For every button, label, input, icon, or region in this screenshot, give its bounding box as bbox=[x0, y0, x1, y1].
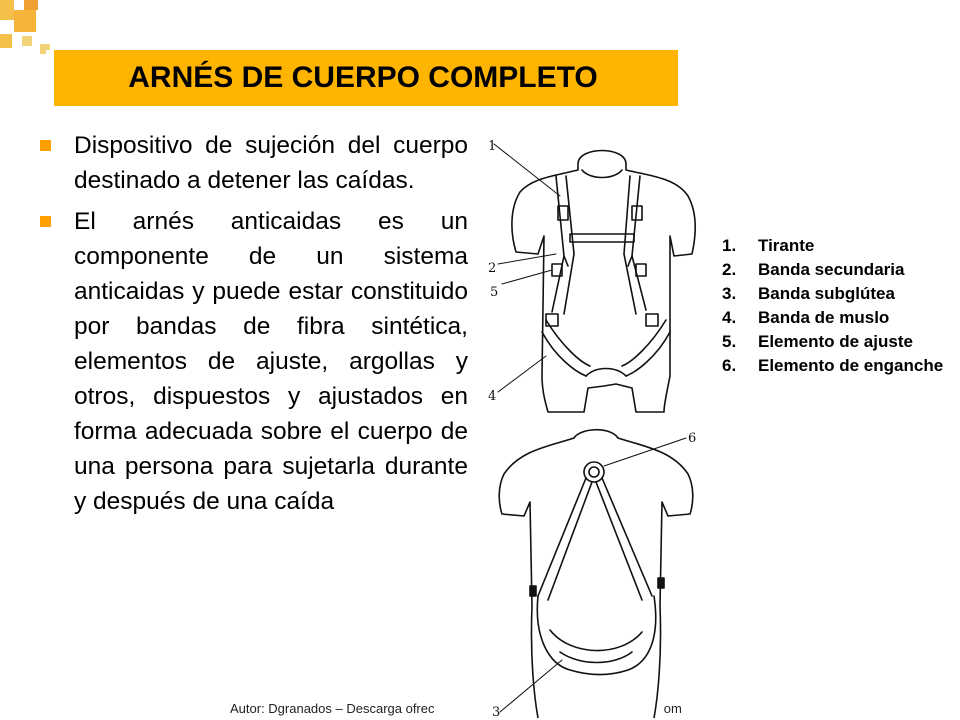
legend-label: Banda secundaria bbox=[758, 260, 905, 279]
legend-item bbox=[722, 330, 954, 354]
parts-legend bbox=[722, 234, 954, 378]
decor-square bbox=[0, 34, 12, 48]
legend-label: Tirante bbox=[758, 236, 815, 255]
legend-label: Elemento de ajuste bbox=[758, 332, 913, 351]
legend-label: Banda subglútea bbox=[758, 284, 895, 303]
legend-label: Banda de muslo bbox=[758, 308, 890, 327]
legend-number: 2. bbox=[722, 260, 737, 279]
bullet-item bbox=[36, 204, 468, 519]
bullet-text: Dispositivo de sujeción del cuerpo destinado a detener las caídas. bbox=[74, 132, 468, 194]
legend-item bbox=[722, 282, 954, 306]
legend-label: Elemento de enganche bbox=[758, 356, 944, 375]
callout-6: 6 bbox=[688, 431, 697, 446]
legend-number: 1. bbox=[722, 236, 737, 255]
bullet-text: El arnés anticaidas es un componente de un sistema anticaidas y puede estar constituido por bandas de fibra sintética, elementos de ajuste, argollas y otros, dispuestos y ajustados en forma adecuada sobre el cuerpo de una persona para sujetarla durante y después de una caída bbox=[74, 208, 468, 515]
decor-square bbox=[22, 36, 32, 46]
decor-square bbox=[0, 0, 14, 20]
legend-item bbox=[722, 306, 954, 330]
legend-item bbox=[722, 258, 954, 282]
bullet-item bbox=[36, 128, 468, 198]
decor-square bbox=[24, 0, 38, 10]
footer-text: Autor: Dgranados – Descarga ofrec bbox=[230, 701, 435, 716]
legend-number: 5. bbox=[722, 332, 737, 351]
callout-3: 3 bbox=[492, 705, 501, 718]
decor-square bbox=[14, 10, 36, 32]
callout-5: 5 bbox=[490, 285, 499, 300]
legend-item bbox=[722, 234, 954, 258]
legend-number: 6. bbox=[722, 356, 737, 375]
legend-number: 4. bbox=[722, 308, 737, 327]
footer-tail: om bbox=[663, 701, 682, 716]
callout-2: 2 bbox=[488, 261, 497, 276]
bullet-list bbox=[36, 128, 468, 525]
harness-front-illustration bbox=[486, 136, 718, 418]
legend-item bbox=[722, 354, 954, 378]
callout-4: 4 bbox=[488, 389, 497, 404]
bullet-marker-icon bbox=[40, 216, 51, 227]
bullet-marker-icon bbox=[40, 140, 51, 151]
page-title: ARNÉS DE CUERPO COMPLETO bbox=[128, 61, 598, 94]
harness-back-illustration bbox=[490, 426, 722, 718]
footer-credit bbox=[230, 700, 750, 720]
legend-number: 3. bbox=[722, 284, 737, 303]
callout-1: 1 bbox=[488, 139, 497, 154]
